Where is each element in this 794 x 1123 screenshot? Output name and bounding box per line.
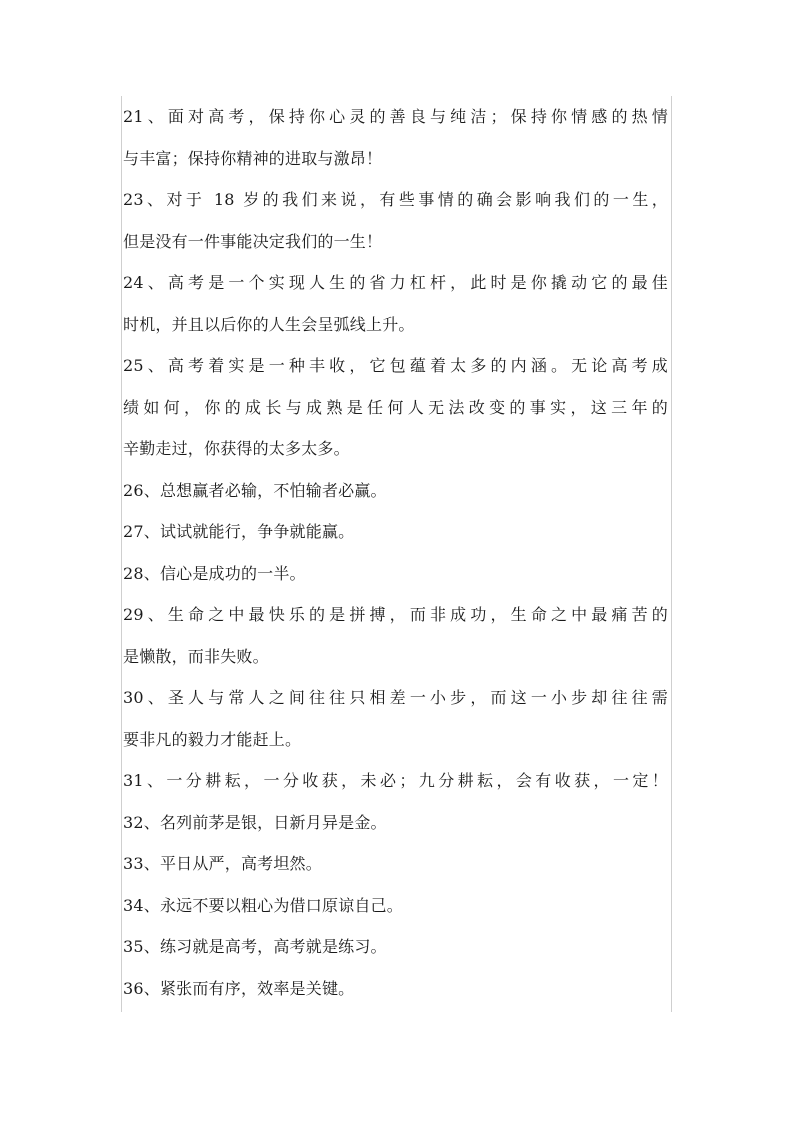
text-line: 是懒散，而非失败。 [123,646,269,666]
text-line: 21、面对高考，保持你心灵的善良与纯洁；保持你情感的热情 [123,107,668,126]
text-line: 要非凡的毅力才能赶上。 [123,729,302,749]
text-line: 28、信心是成功的一半。 [123,563,306,583]
quote-list [123,96,668,1009]
text-line: 36、紧张而有序，效率是关键。 [123,978,355,998]
text-line: 31、一分耕耘，一分收获，未必；九分耕耘，会有收获，一定！ [123,771,668,790]
text-line: 时机，并且以后你的人生会呈弧线上升。 [123,314,415,334]
right-border-line [671,96,672,1012]
text-line: 24、高考是一个实现人生的省力杠杆，此时是你撬动它的最佳 [123,273,668,292]
text-line: 35、练习就是高考，高考就是练习。 [123,937,387,956]
text-line: 25、高考着实是一种丰收，它包蕴着太多的内涵。无论高考成 [123,356,668,375]
text-line: 辛勤走过，你获得的太多太多。 [123,439,350,458]
text-line: 27、试试就能行，争争就能赢。 [123,522,355,541]
text-line: 23、对于 18 岁的我们来说，有些事情的确会影响我们的一生， [123,190,668,209]
text-line: 但是没有一件事能决定我们的一生！ [123,231,383,251]
text-line: 32、名列前茅是银，日新月异是金。 [123,812,387,832]
text-line: 34、永远不要以粗心为借口原谅自己。 [123,895,403,915]
left-border-line [121,96,122,1012]
text-line: 与丰富；保持你精神的进取与激昂！ [123,148,383,168]
text-line: 33、平日从严，高考坦然。 [123,854,322,873]
text-line: 29、生命之中最快乐的是拼搏，而非成功，生命之中最痛苦的 [123,605,668,624]
text-line: 30、圣人与常人之间往往只相差一小步，而这一小步却往往需 [123,688,668,707]
text-line: 26、总想赢者必输，不怕输者必赢。 [123,480,387,500]
text-line: 绩如何，你的成长与成熟是任何人无法改变的事实，这三年的 [123,397,668,417]
